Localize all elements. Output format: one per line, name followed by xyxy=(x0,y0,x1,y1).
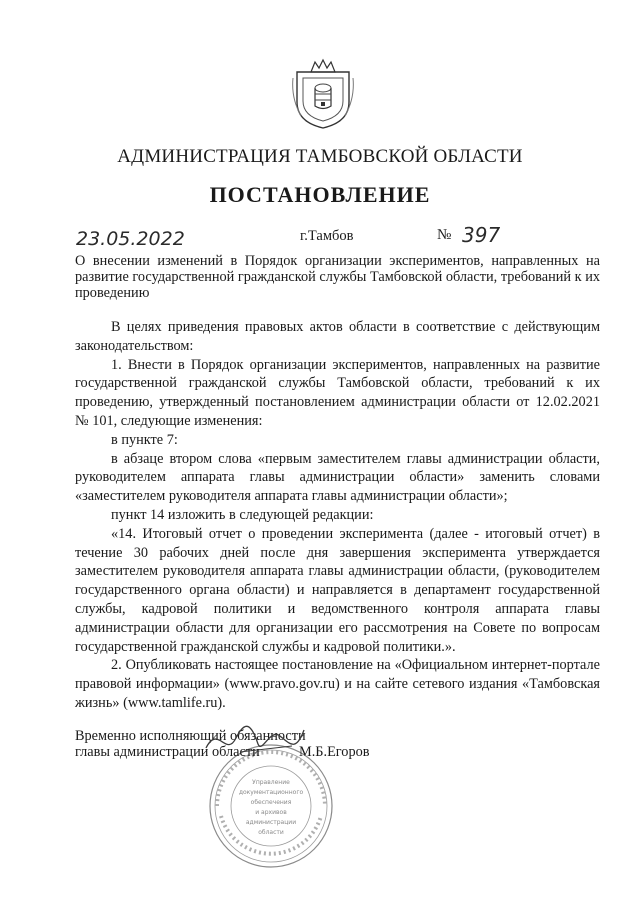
signatory-name: М.Б.Егоров xyxy=(299,744,370,760)
body-paragraph: в абзаце втором слова «первым заместителем главы администрации области, руководителем аппарата главы администрации области» заменить словами «заместителем руководителя аппарата главы администрации области»; xyxy=(75,450,600,505)
body-paragraph: в пункте 7: xyxy=(111,431,178,448)
signatory-title-line-2: главы администрации области xyxy=(75,744,260,760)
document-subject: О внесении изменений в Порядок организации экспериментов, направленных на развитие государственной гражданской службы Тамбовской области, требований к их проведению xyxy=(75,253,600,301)
stamp-line: Управление xyxy=(252,779,290,786)
stamp-line: обеспечения xyxy=(250,799,292,806)
body-paragraph: 1. Внести в Порядок организации экспериментов, направленных на развитие государственной гражданской службы Тамбовской области, требований к их проведению, утвержденный постановлением администрации области от 12.02.2021 № 101, следующие изменения: xyxy=(75,356,600,429)
handwritten-signature xyxy=(200,718,310,762)
stamp-line: и архивов xyxy=(255,809,287,816)
body-paragraph: пункт 14 изложить в следующей редакции: xyxy=(111,506,374,523)
stamp-line: администрации xyxy=(245,819,297,826)
organization-title: АДМИНИСТРАЦИЯ ТАМБОВСКОЙ ОБЛАСТИ xyxy=(117,146,523,167)
body-paragraph: «14. Итоговый отчет о проведении эксперимента (далее - итоговый отчет) в течение 30 рабочих дней после дня завершения эксперимента утверждается заместителем руководителя аппарата главы администрации области, (руководителем государственного органа области) и направляется в департамент государственной службы, кадровой политики и ведомственного контроля аппарата главы администрации области для организации его рассмотрения на Совете по вопросам государственной гражданской службы и кадровой политики.». xyxy=(75,525,600,655)
number-sign: № xyxy=(437,227,452,243)
document-type-title: ПОСТАНОВЛЕНИЕ xyxy=(209,182,431,207)
body-paragraph: В целях приведения правовых актов области в соответствие с действующим законодательством: xyxy=(75,319,600,354)
signatory-title-line-1: Временно исполняющий обязанности xyxy=(75,728,306,744)
document-body xyxy=(75,318,600,713)
coat-of-arms-emblem xyxy=(291,58,355,130)
body-paragraph: 2. Опубликовать настоящее постановление на «Официальном интернет-портале правовой информации» (www.pravo.gov.ru) и на сайте сетевого издания «Тамбовская жизнь» (www.tamlife.ru). xyxy=(75,657,600,711)
document-city: г.Тамбов xyxy=(300,228,354,244)
stamp-line: документационного xyxy=(238,789,304,796)
document-date: 23.05.2022 xyxy=(76,228,185,250)
stamp-line: области xyxy=(258,829,284,836)
document-number: 397 xyxy=(462,223,501,247)
